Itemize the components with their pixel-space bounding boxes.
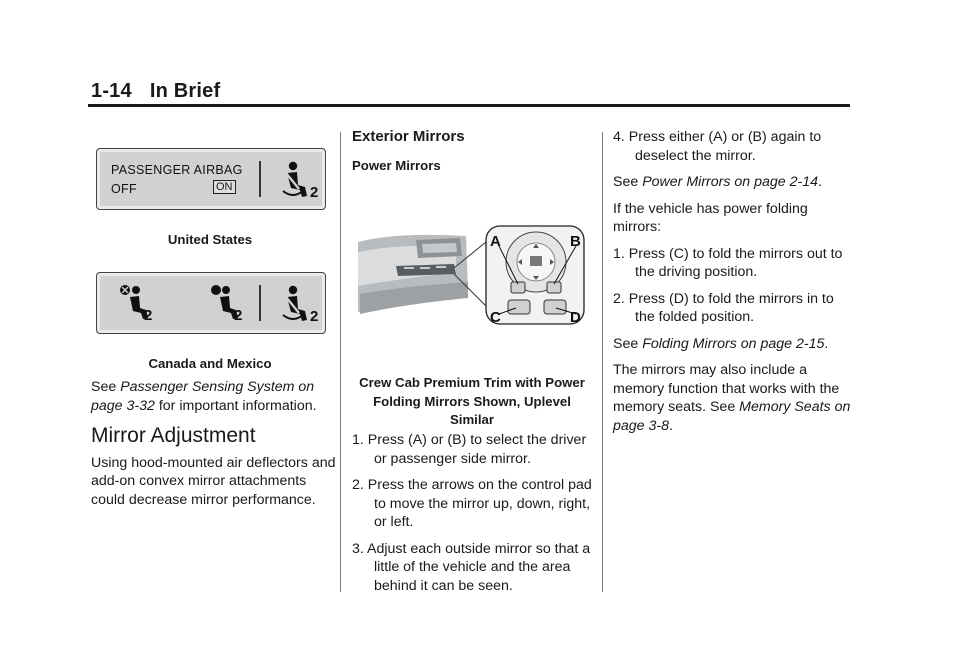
heading-exterior-mirrors: Exterior Mirrors	[352, 128, 465, 145]
list-item: 4. Press either (A) or (B) again to deselect the mirror.	[613, 129, 822, 164]
see-reference-paragraph	[91, 378, 337, 415]
see-power-mirrors-paragraph	[613, 173, 853, 192]
mirror-adjustment-body: Using hood-mounted air deflectors and add-on convex mirror attachments could decrease mirror performance.	[91, 454, 336, 508]
memory-paragraph	[613, 361, 853, 435]
column-2-text	[352, 128, 592, 175]
panel-off-label: OFF	[111, 182, 137, 196]
folding-intro-paragraph: If the vehicle has power folding mirrors:	[613, 200, 808, 235]
column-3-text	[613, 128, 853, 443]
section-title: In Brief	[149, 80, 221, 102]
icon-subscript: 2	[310, 308, 319, 325]
label-c: C	[490, 309, 501, 326]
list-item: 3. Adjust each outside mirror so that a little of the vehicle and the area behind it can be seen.	[352, 540, 591, 594]
panel-divider	[259, 161, 261, 197]
label-a: A	[490, 233, 501, 250]
passenger-airbag-panel-canada	[96, 272, 326, 334]
icon-subscript: 2	[144, 307, 153, 324]
list-item: 1. Press (A) or (B) to select the driver or passenger side mirror.	[352, 432, 587, 467]
header-rule	[88, 104, 850, 107]
seatbelt-passenger-icon	[277, 283, 323, 325]
see-folding-mirrors-paragraph	[613, 335, 853, 354]
caption-canada-mexico: Canada and Mexico	[148, 356, 272, 371]
airbag-off-icon	[111, 282, 159, 324]
power-mirror-controls-illustration	[356, 222, 588, 328]
figure-caption-crew-cab: Crew Cab Premium Trim with Power Folding Mirrors Shown, Uplevel Similar	[359, 375, 585, 427]
subheading-power-mirrors: Power Mirrors	[352, 157, 441, 173]
list-item: 1. Press (C) to fold the mirrors out to the driving position.	[613, 245, 843, 280]
see-prefix: See	[91, 379, 121, 395]
cross-reference-power-mirrors: Power Mirrors on page 2-14	[642, 174, 819, 190]
page-number: 1-14	[91, 80, 132, 102]
airbag-on-icon	[201, 282, 249, 324]
caption-united-states: United States	[167, 232, 253, 247]
see-prefix: See	[613, 174, 643, 190]
column-1-text	[91, 378, 337, 517]
column-divider-1	[340, 132, 341, 592]
label-b: B	[570, 233, 581, 250]
mirror-steps-list	[352, 431, 592, 603]
memory-text: The mirrors may also include a memory function that works with the memory seats. See	[613, 362, 840, 415]
icon-subscript: 2	[310, 184, 319, 201]
panel-divider	[259, 285, 261, 321]
column-divider-2	[602, 132, 603, 592]
heading-mirror-adjustment: Mirror Adjustment	[91, 424, 256, 447]
see-suffix: .	[818, 174, 822, 190]
cross-reference-memory-seats: Memory Seats on page 3-8	[613, 399, 851, 434]
list-item: 2. Press (D) to fold the mirrors in to the folded position.	[613, 290, 834, 325]
cross-reference-folding-mirrors: Folding Mirrors on page 2-15	[642, 335, 825, 352]
panel-airbag-label: PASSENGER AIRBAG	[111, 163, 243, 177]
seatbelt-passenger-icon	[277, 159, 323, 201]
see-suffix: for important information.	[154, 397, 317, 414]
icon-subscript: 2	[234, 307, 243, 324]
label-d: D	[570, 309, 581, 326]
list-item: 2. Press the arrows on the control pad to move the mirror up, down, right, or left.	[352, 477, 592, 530]
page-header	[91, 80, 220, 103]
passenger-airbag-panel-us	[96, 148, 326, 210]
panel-on-indicator: ON	[213, 180, 236, 194]
see-suffix: .	[669, 417, 673, 434]
see-prefix: See	[613, 335, 643, 352]
cross-reference-passenger-sensing: Passenger Sensing System on page 3-32	[91, 379, 315, 414]
see-suffix: .	[824, 335, 829, 352]
